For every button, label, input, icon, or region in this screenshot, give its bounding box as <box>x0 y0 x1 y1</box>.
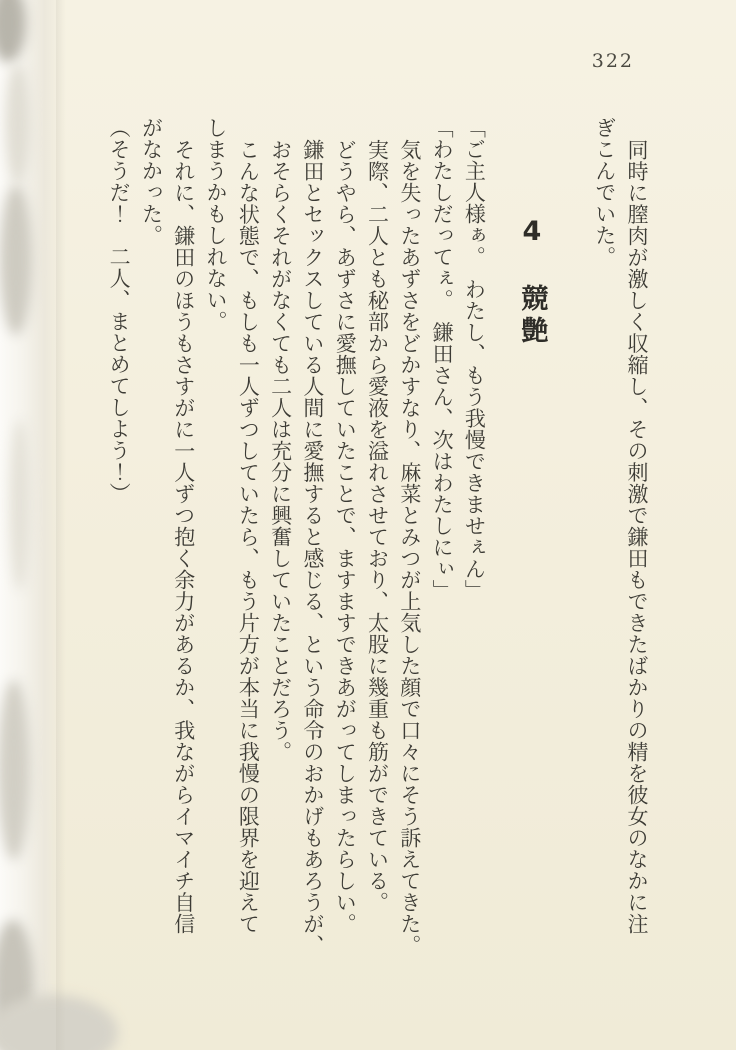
text-line: それに、鎌田のほうもさすがに一人ずつ抱く余力があるか、我ながらイマイチ自信 <box>171 139 196 935</box>
text-area <box>103 117 653 962</box>
text-line: 「ご主人様ぁ。 わたし、もう我慢できませぇん」 <box>462 117 487 601</box>
text-line: がなかった。 <box>139 117 164 246</box>
page-edge-scan-artifact <box>0 0 62 1050</box>
text-line: こんな状態で、もしも一人ずつしていたら、もう片方が本当に我慢の限界を迎えて <box>236 139 261 935</box>
scan-shadow-blob <box>0 680 30 860</box>
chapter-heading <box>515 117 548 962</box>
text-line: ぎこんでいた。 <box>592 117 617 268</box>
text-line: （そうだ！ 二人、まとめてしよう！） <box>107 117 132 504</box>
scan-shadow-blob <box>6 64 30 184</box>
text-line: しまうかもしれない。 <box>204 117 229 332</box>
text-line: 実際、二人とも秘部から愛液を溢れさせており、太股に幾重も筋ができている。 <box>365 139 390 913</box>
chapter-number: 4 <box>516 216 548 252</box>
text-line: 鎌田とセックスしている人間に愛撫すると感じる、という命令のおかげもあろうが、 <box>300 139 325 956</box>
text-line: おそらくそれがなくても二人は充分に興奮していたことだろう。 <box>268 139 293 763</box>
text-line: どうやら、あずさに愛撫していたことで、ますますできあがってしまったらしい。 <box>333 139 358 935</box>
chapter-title: 競艶 <box>516 284 548 348</box>
page-number: 322 <box>591 50 634 72</box>
text-line: 「わたしだってぇ。 鎌田さん、次はわたしにぃ」 <box>430 117 455 601</box>
scan-shadow-blob <box>0 0 26 62</box>
scan-shadow-blob <box>0 185 32 335</box>
scan-shadow-blob <box>0 995 118 1050</box>
text-line: 気を失ったあずさをどかすなり、麻菜とみつが上気した顔で口々にそう訴えてきた。 <box>397 139 422 956</box>
scan-shadow-blob <box>10 420 30 590</box>
text-line: 同時に膣肉が激しく収縮し、その刺激で鎌田もできたばかりの精を彼女のなかに注 <box>625 139 649 935</box>
